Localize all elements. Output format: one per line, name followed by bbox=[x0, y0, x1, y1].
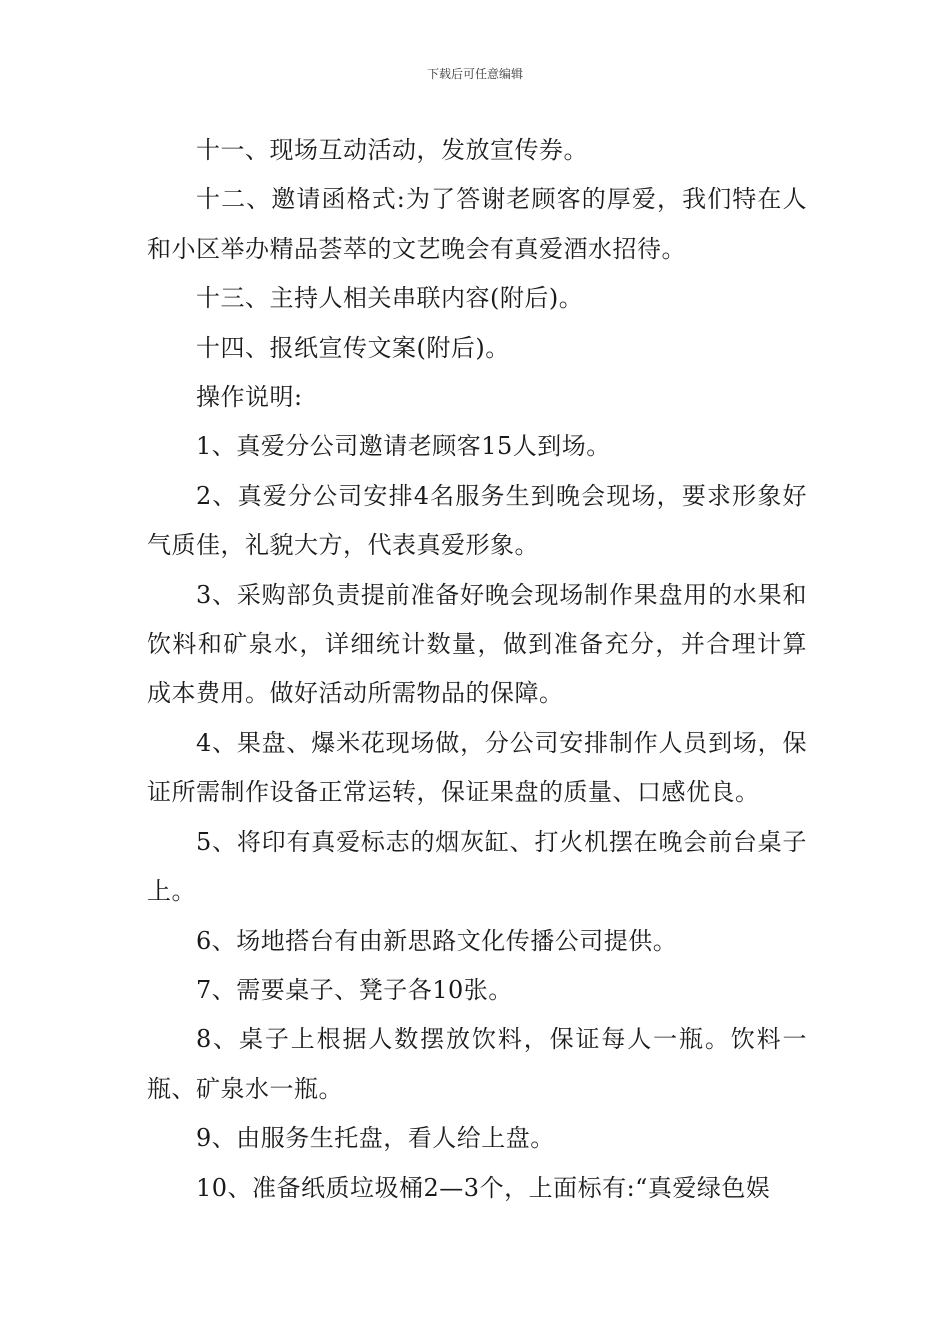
paragraph-14: 十四、报纸宣传文案(附后)。 bbox=[196, 333, 510, 362]
instruction-item-9: 9、由服务生托盘，看人给上盘。 bbox=[196, 1124, 555, 1153]
operation-instructions-heading: 操作说明: bbox=[196, 383, 303, 412]
instruction-item-6: 6、场地搭台有由新思路文化传播公司提供。 bbox=[196, 926, 678, 955]
paragraph-13: 十三、主持人相关串联内容(附后)。 bbox=[196, 284, 584, 313]
paragraph-12: 十二、邀请函格式:为了答谢老顾客的厚爱，我们特在人和小区举办精品荟萃的文艺晚会有真爱酒水招待。 bbox=[147, 185, 807, 263]
instruction-item-2: 2、真爱分公司安排4名服务生到晚会现场，要求形象好气质佳，礼貌大方，代表真爱形象。 bbox=[147, 481, 807, 560]
instruction-item-1: 1、真爱分公司邀请老顾客15人到场。 bbox=[196, 432, 611, 461]
instruction-item-5: 5、将印有真爱标志的烟灰缸、打火机摆在晚会前台桌子上。 bbox=[147, 827, 807, 906]
instruction-item-3: 3、采购部负责提前准备好晚会现场制作果盘用的水果和饮料和矿泉水，详细统计数量，做到准备充分，并合理计算成本费用。做好活动所需物品的保障。 bbox=[147, 580, 807, 708]
instruction-item-7: 7、需要桌子、凳子各10张。 bbox=[196, 975, 513, 1004]
document-body bbox=[147, 126, 807, 1213]
instruction-item-8: 8、桌子上根据人数摆放饮料，保证每人一瓶。饮料一瓶、矿泉水一瓶。 bbox=[147, 1025, 807, 1103]
paragraph-11: 十一、现场互动活动，发放宣传券。 bbox=[196, 136, 588, 164]
instruction-item-10: 10、准备纸质垃圾桶2—3个，上面标有:“真爱绿色娱 bbox=[196, 1173, 771, 1202]
page-header-note: 下载后可任意编辑 bbox=[426, 67, 523, 81]
instruction-item-4: 4、果盘、爆米花现场做，分公司安排制作人员到场，保证所需制作设备正常运转，保证果盘的质量、口感优良。 bbox=[147, 728, 807, 807]
